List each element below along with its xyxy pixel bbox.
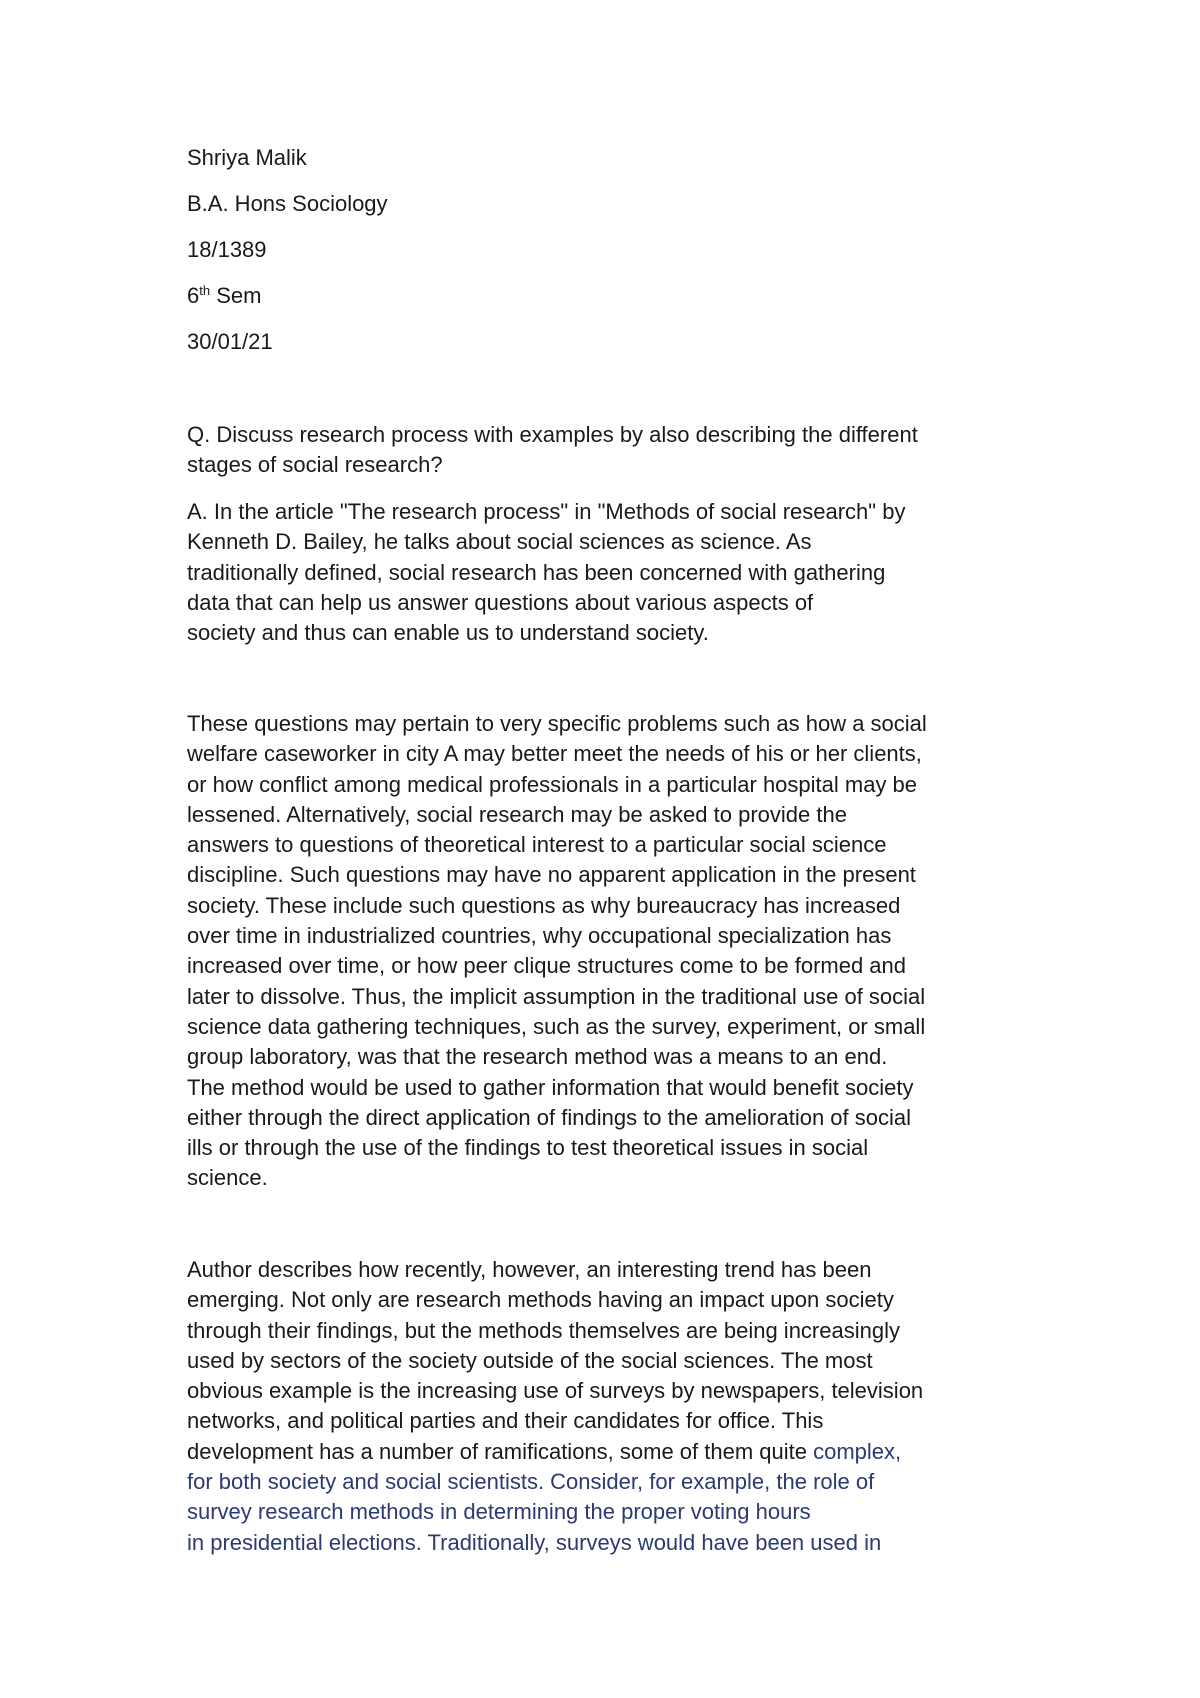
paragraph-line: group laboratory, was that the research method was a means to an end. (187, 1044, 888, 1070)
paragraph-line-black-part: development has a number of ramifications, some of them quite (187, 1438, 814, 1464)
answer-line: data that can help us answer questions about various aspects of (187, 589, 814, 615)
paragraph-line: Author describes how recently, however, an interesting trend has been (187, 1257, 872, 1282)
paragraph-line: science. (187, 1165, 268, 1191)
semester-number: 6 (187, 283, 200, 308)
paragraph-line-blue-part: complex, (813, 1438, 902, 1464)
paragraph-line (187, 1437, 1047, 1467)
student-name: Shriya Malik (187, 145, 307, 170)
paragraph-line: emerging. Not only are research methods having an impact upon society (187, 1287, 894, 1313)
paragraph-line: discipline. Such questions may have no apparent application in the present (187, 862, 916, 888)
roll-number: 18/1389 (187, 237, 267, 262)
answer-line: society and thus can enable us to understand society. (187, 620, 709, 646)
paragraph-line: These questions may pertain to very specific problems such as how a social (187, 711, 927, 736)
paragraph-line: survey research methods in determining the proper voting hours (187, 1499, 811, 1525)
question-line: Q. Discuss research process with examples by also describing the different (187, 422, 918, 447)
paragraph-line: science data gathering techniques, such as the survey, experiment, or small (187, 1013, 926, 1039)
paragraph-line: in presidential elections. Traditionally, surveys would have been used in (187, 1529, 882, 1555)
paragraph-line: lessened. Alternatively, social research may be asked to provide the (187, 801, 847, 827)
paragraph-line: either through the direct application of findings to the amelioration of social (187, 1104, 911, 1130)
paragraph-line: obvious example is the increasing use of surveys by newspapers, television (187, 1378, 924, 1404)
question-line: stages of social research? (187, 452, 443, 478)
paragraph-line: ills or through the use of the findings to test theoretical issues in social (187, 1135, 869, 1161)
paragraph-line: welfare caseworker in city A may better meet the needs of his or her clients, (187, 741, 922, 767)
paragraph-line: The method would be used to gather information that would benefit society (187, 1074, 914, 1100)
answer-line: A. In the article "The research process" in "Methods of social research" by (187, 499, 906, 524)
semester-suffix: th (199, 283, 211, 298)
paragraph-line: later to dissolve. Thus, the implicit assumption in the traditional use of social (187, 983, 926, 1009)
paragraph-line: through their findings, but the methods themselves are being increasingly (187, 1317, 900, 1343)
semester-word: Sem (210, 283, 262, 308)
paragraph-line: answers to questions of theoretical interest to a particular social science (187, 832, 887, 858)
paragraph-line: for both society and social scientists. Consider, for example, the role of (187, 1469, 875, 1495)
paragraph-line: networks, and political parties and their candidates for office. This (187, 1408, 824, 1434)
course-name: B.A. Hons Sociology (187, 191, 388, 216)
paragraph-line: over time in industrialized countries, why occupational specialization has (187, 923, 892, 949)
paragraph-line: society. These include such questions as why bureaucracy has increased (187, 892, 901, 918)
body-paragraph-3 (187, 1255, 1047, 1558)
paragraph-line: increased over time, or how peer clique structures come to be formed and (187, 953, 907, 979)
date: 30/01/21 (187, 329, 273, 354)
body-paragraph-2 (187, 709, 1047, 1194)
answer-line: Kenneth D. Bailey, he talks about social sciences as science. As (187, 529, 812, 555)
question-paragraph (187, 420, 1047, 481)
paragraph-line: used by sectors of the society outside of the social sciences. The most (187, 1347, 873, 1373)
semester (187, 283, 261, 309)
paragraph-line: or how conflict among medical professionals in a particular hospital may be (187, 771, 918, 797)
answer-paragraph (187, 497, 1047, 648)
answer-line: traditionally defined, social research has been concerned with gathering (187, 559, 886, 585)
